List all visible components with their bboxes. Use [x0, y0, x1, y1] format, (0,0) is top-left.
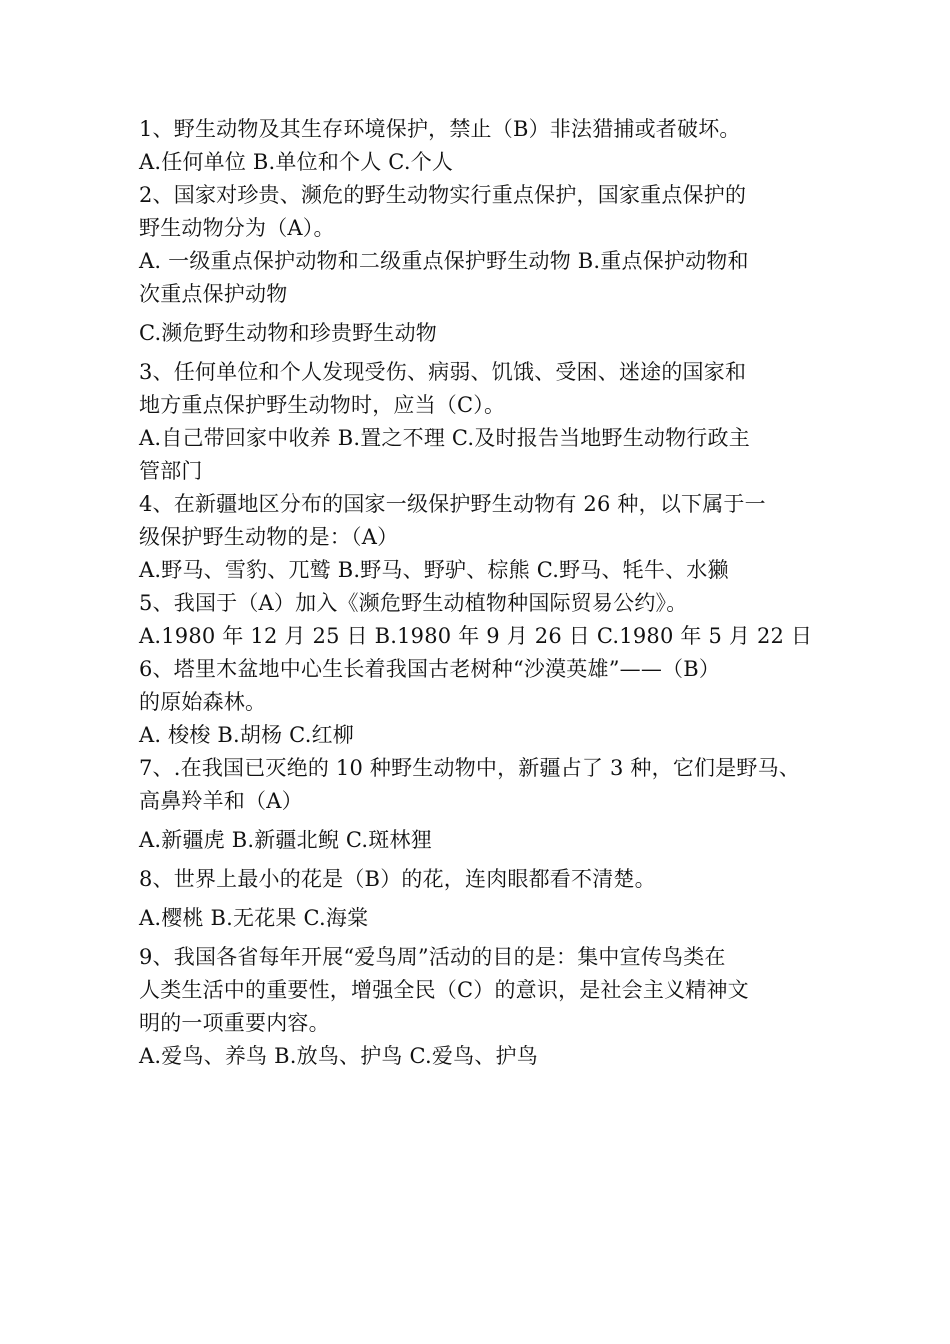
question-text: 5、我国于（A）加入《濒危野生动植物种国际贸易公约》。	[139, 591, 688, 615]
question-1	[139, 113, 839, 179]
question-8	[139, 863, 839, 935]
answer-options: 管部门	[139, 459, 203, 483]
question-text: 4、在新疆地区分布的国家一级保护野生动物有 26 种，以下属于一	[139, 492, 766, 516]
question-5	[139, 587, 839, 653]
answer-options: 次重点保护动物	[139, 282, 288, 306]
answer-options: A.爱鸟、养鸟 B.放鸟、护鸟 C.爱鸟、护鸟	[139, 1044, 538, 1068]
question-text: 7、.在我国已灭绝的 10 种野生动物中，新疆占了 3 种，它们是野马、	[139, 756, 801, 780]
answer-options: A.自己带回家中收养 B.置之不理 C.及时报告当地野生动物行政主	[139, 426, 750, 450]
question-4	[139, 488, 839, 587]
answer-options: A. 一级重点保护动物和二级重点保护野生动物 B.重点保护动物和	[139, 249, 749, 273]
answer-options: A.野马、雪豹、兀鹫 B.野马、野驴、棕熊 C.野马、牦牛、水獭	[139, 558, 729, 582]
question-text: 人类生活中的重要性，增强全民（C）的意识，是社会主义精神文	[139, 978, 749, 1002]
question-text: 高鼻羚羊和（A）	[139, 789, 303, 813]
question-text: 级保护野生动物的是：（A）	[139, 525, 399, 549]
question-6	[139, 653, 839, 752]
answer-options: A.新疆虎 B.新疆北鲵 C.斑林狸	[139, 828, 432, 852]
question-text: 9、我国各省每年开展“爱鸟周”活动的目的是：集中宣传鸟类在	[139, 945, 726, 969]
question-9	[139, 941, 839, 1073]
quiz-content	[139, 113, 839, 1073]
answer-options: A.樱桃 B.无花果 C.海棠	[139, 906, 369, 930]
question-text: 8、世界上最小的花是（B）的花，连肉眼都看不清楚。	[139, 867, 656, 891]
question-text: 1、野生动物及其生存环境保护，禁止（B）非法猎捕或者破坏。	[139, 117, 741, 141]
answer-options: A.任何单位 B.单位和个人 C.个人	[139, 150, 454, 174]
question-3	[139, 356, 839, 488]
question-text: 的原始森林。	[139, 690, 267, 714]
question-2	[139, 179, 839, 350]
question-text: 2、国家对珍贵、濒危的野生动物实行重点保护，国家重点保护的	[139, 183, 747, 207]
question-text: 6、塔里木盆地中心生长着我国古老树种“沙漠英雄”——（B）	[139, 657, 721, 681]
answer-options: A.1980 年 12 月 25 日 B.1980 年 9 月 26 日 C.1980 年 5 月 22 日	[139, 624, 813, 648]
answer-options: C.濒危野生动物和珍贵野生动物	[139, 321, 437, 345]
question-text: 明的一项重要内容。	[139, 1011, 330, 1035]
question-text: 地方重点保护野生动物时，应当（C）。	[139, 393, 506, 417]
question-text: 3、任何单位和个人发现受伤、病弱、饥饿、受困、迷途的国家和	[139, 360, 747, 384]
question-text: 野生动物分为（A）。	[139, 216, 335, 240]
question-7	[139, 752, 839, 857]
answer-options: A. 梭梭 B.胡杨 C.红柳	[139, 723, 354, 747]
